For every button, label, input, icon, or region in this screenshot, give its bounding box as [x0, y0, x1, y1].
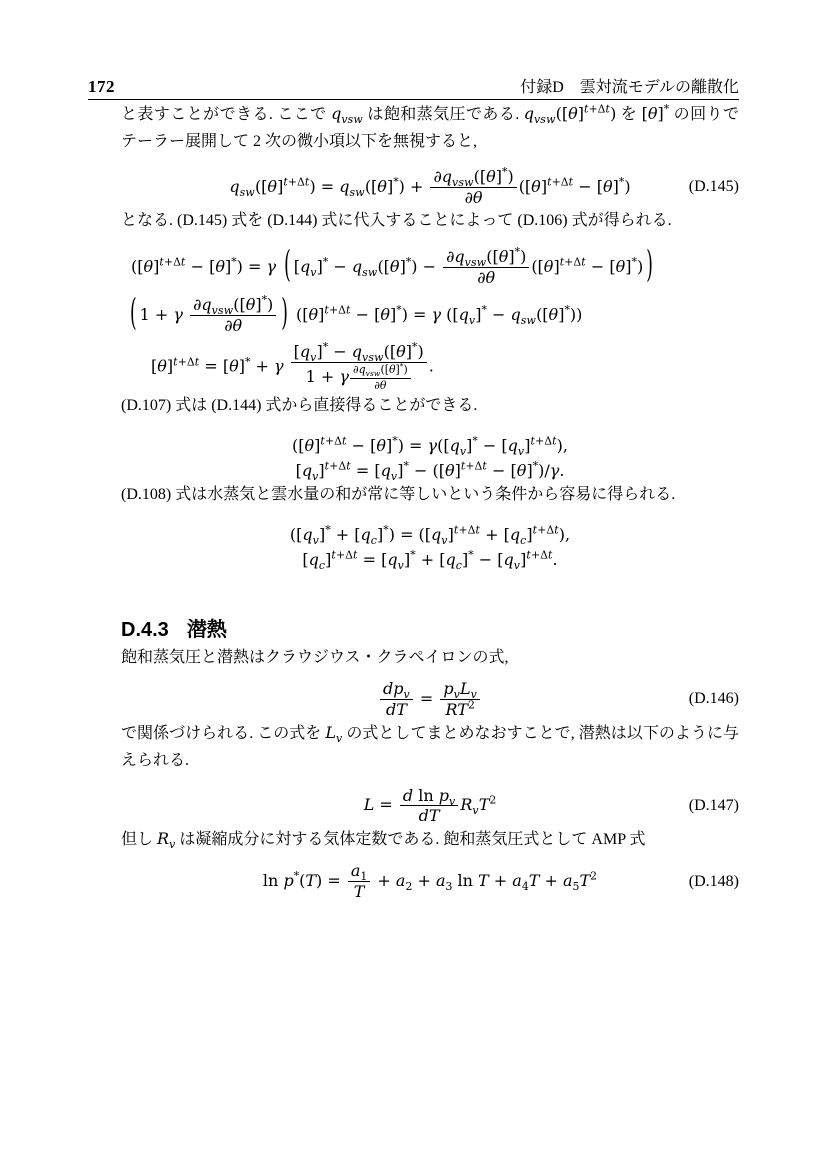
paragraph-d108: (D.108) 式は水蒸気と雲水量の和が常に等しいという条件から容易に得られる.	[121, 485, 676, 503]
paragraph-intro: と表すことができる. ここで $q_{vsw}$ は飽和蒸気圧である. $q_{vsw}([\theta]^{t+\Delta t})$ を [θ]* の回りでテーラー展開して 2 次の微小項以下を無視すると,	[121, 102, 739, 150]
equation-d147	[121, 787, 739, 826]
equation-d146-number: (D.146)	[688, 690, 739, 708]
equation-line: $([q_v]^* + [q_c]^*) = ([q_v]^{t+\Delta t} + [q_c]^{t+\Delta t})$,	[289, 523, 571, 547]
equation-line: ( 1 + γ $\frac{\partial q_{vsw}([\theta]^*)}{\partial\theta}$ ) $([\theta]^{t+\Delta t} - [\theta]^*) = \gamma$ $([q_v]^* - q_{sw}([\theta]^*))$	[130, 291, 583, 335]
equation-d145-math: $q_{sw}([\theta]^{t+\Delta t}) = q_{sw}([\theta]^*)$ + $\frac{\partial q_{vsw}([\theta]^*)}{\partial\theta}$ $([\theta]^{t+\Delta t} - [\theta]^*)$	[229, 165, 631, 207]
equation-block-derivation	[121, 244, 739, 392]
equation-line: $([\theta]^{t+\Delta t} - [\theta]^*) = \gamma([q_v]^* - [q_v]^{t+\Delta t})$,	[292, 434, 568, 458]
equation-d146-math: $\frac{dp_v}{dT}$ = $\frac{p_vL_v}{RT^2}$	[378, 689, 482, 708]
page-number: 172	[88, 77, 115, 96]
section-title: 潜熱	[186, 618, 227, 641]
equation-line: $([\theta]^{t+\Delta t} - [\theta]^*) = \gamma$ ( $[q_v]^* - q_{sw}([\theta]^*)$ − $\frac{\partial q_{vsw}([\theta]^*)}{\partial\theta}$ $([\theta]^{t+\Delta t} - [\theta]^*)$ )	[131, 244, 653, 288]
running-title: 付録D 雲対流モデルの離散化	[520, 79, 739, 96]
paragraph-clausius: 飽和蒸気圧と潜熱はクラウジウス・クラペイロンの式,	[121, 648, 509, 666]
equation-d148-math: ln p*(T) = $\frac{a_1}{T}$ + $a_2 + a_3$ $\ln T + a_4T + a_5T^2$	[262, 861, 598, 902]
document-body	[121, 100, 739, 901]
section-number: D.4.3	[121, 618, 169, 641]
equation-d147-number: (D.147)	[688, 796, 739, 814]
equation-block-d108	[121, 525, 739, 570]
page-header	[88, 74, 739, 97]
equation-d145-number: (D.145)	[688, 178, 739, 196]
paragraph-latent-heat: で関係づけられる. この式を $L_v$ の式としてまとめなおすことで, 潜熱は以下のように与えられる.	[121, 722, 739, 769]
paragraph-d107: (D.107) 式は (D.144) 式から直接得ることができる.	[121, 396, 478, 414]
paragraph-amp: 但し $R_v$ は凝縮成分に対する気体定数である. 飽和蒸気圧式として AMP 式	[121, 829, 646, 852]
equation-d147-math: L = $\frac{d \ln p_v}{dT}$ $R_vT^2$	[363, 785, 497, 826]
equation-block-d107	[121, 436, 739, 481]
equation-line: $[\theta]^{t+\Delta t} = [\theta]^* + \gamma$ $[q_v]^* - q_{vsw}([\theta]^*)$ 1 + γ $\frac{\partial q_{vsw}([\theta]^*)}{\partial\theta}$ .	[151, 341, 434, 392]
equation-d148	[121, 862, 739, 901]
equation-line: $[q_c]^{t+\Delta t} = [q_v]^* + [q_c]^* - [q_v]^{t+\Delta t}$.	[302, 548, 558, 572]
equation-line: $[q_v]^{t+\Delta t} = [q_v]^* - ([\theta]^{t+\Delta t} - [\theta]^*)/\gamma$.	[295, 459, 565, 483]
equation-d148-number: (D.148)	[688, 872, 739, 890]
equation-d145	[121, 165, 739, 207]
section-heading	[121, 616, 739, 644]
paragraph-after-d145: となる. (D.145) 式を (D.144) 式に代入することによって (D.106) 式が得られる.	[121, 211, 672, 229]
equation-d146	[121, 680, 739, 719]
